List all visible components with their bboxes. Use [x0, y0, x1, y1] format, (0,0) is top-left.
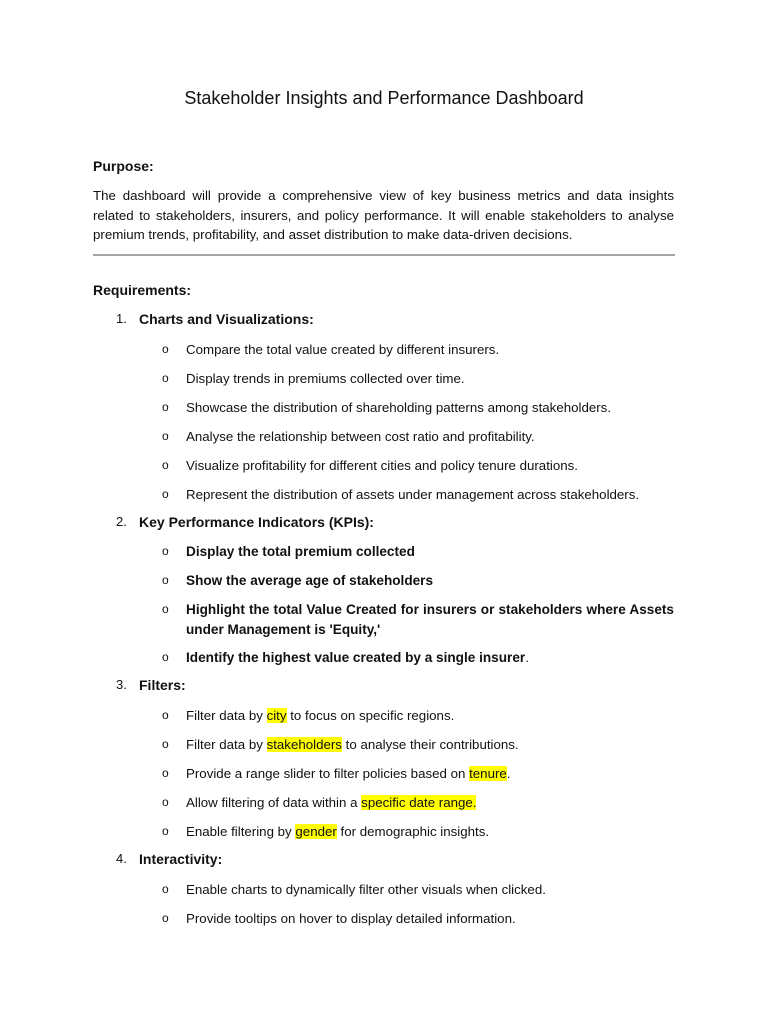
bullet-circle-icon: o: [162, 882, 169, 896]
bullet-circle-icon: o: [162, 911, 169, 925]
text-segment: Provide a range slider to filter policies based on: [186, 766, 470, 781]
text-segment: to analyse their contributions.: [341, 737, 519, 752]
list-item-text: Highlight the total Value Created for insurers or stakeholders where Assets under Management is 'Equity,': [186, 602, 674, 637]
list-item-text: Display trends in premiums collected over time.: [186, 371, 465, 386]
bullet-circle-icon: o: [162, 573, 169, 587]
bullet-circle-icon: o: [162, 795, 169, 809]
section-label: Interactivity:: [139, 851, 223, 867]
list-item-text: Compare the total value created by different insurers.: [186, 342, 500, 357]
bullet-circle-icon: o: [162, 342, 169, 356]
section-number: 1.: [116, 311, 127, 326]
bold-text: Identify the highest value created by a single insurer: [186, 650, 526, 665]
list-item-text: [186, 706, 674, 726]
text-segment: for demographic insights.: [336, 824, 490, 839]
trailing-text: .: [525, 650, 529, 665]
list-item-text: [186, 822, 674, 842]
bullet-circle-icon: o: [162, 544, 169, 558]
list-item-text: Enable charts to dynamically filter other visuals when clicked.: [186, 882, 546, 897]
highlighted-text: specific date range.: [361, 795, 477, 810]
list-item-text: [186, 735, 674, 755]
bullet-circle-icon: o: [162, 429, 169, 443]
highlighted-text: city: [266, 708, 287, 723]
bullet-circle-icon: o: [162, 487, 169, 501]
highlighted-text: stakeholders: [266, 737, 342, 752]
text-segment: Enable filtering by: [186, 824, 296, 839]
bullet-circle-icon: o: [162, 737, 169, 751]
bullet-circle-icon: o: [162, 400, 169, 414]
bullet-circle-icon: o: [162, 708, 169, 722]
horizontal-divider: [93, 254, 675, 256]
section-number: 4.: [116, 851, 127, 866]
section-label: Charts and Visualizations:: [139, 311, 314, 327]
bullet-circle-icon: o: [162, 458, 169, 472]
text-segment: Allow filtering of data within a: [186, 795, 362, 810]
list-item-text: [186, 764, 674, 784]
bullet-circle-icon: o: [162, 371, 169, 385]
highlighted-text: gender: [295, 824, 337, 839]
list-item-text: Visualize profitability for different cities and policy tenure durations.: [186, 458, 578, 473]
document-title: Stakeholder Insights and Performance Dashboard: [184, 88, 584, 108]
text-segment: to focus on specific regions.: [286, 708, 455, 723]
requirements-heading: Requirements:: [93, 282, 192, 298]
section-number: 3.: [116, 677, 127, 692]
list-item-text: Showcase the distribution of shareholding patterns among stakeholders.: [186, 400, 612, 415]
list-item-text: Show the average age of stakeholders: [186, 573, 434, 588]
list-item-text: Analyse the relationship between cost ratio and profitability.: [186, 429, 535, 444]
list-item-text: Display the total premium collected: [186, 544, 415, 559]
list-item-text: Provide tooltips on hover to display detailed information.: [186, 911, 516, 926]
text-segment: Filter data by: [186, 708, 267, 723]
list-item-text: [186, 648, 674, 668]
highlighted-text: tenure: [469, 766, 507, 781]
purpose-paragraph: The dashboard will provide a comprehensive view of key business metrics and data insights related to stakeholders, insurers, and policy performance. It will enable stakeholders to analyse premium trends, profitability, and asset distribution to make data-driven decisions.: [93, 188, 674, 242]
section-number: 2.: [116, 514, 127, 529]
bullet-circle-icon: o: [162, 766, 169, 780]
bullet-circle-icon: o: [162, 650, 169, 664]
bullet-circle-icon: o: [162, 602, 169, 616]
section-label: Key Performance Indicators (KPIs):: [139, 514, 374, 530]
list-item-text: Represent the distribution of assets under management across stakeholders.: [186, 487, 640, 502]
text-segment: .: [506, 766, 511, 781]
section-label: Filters:: [139, 677, 186, 693]
list-item-text: [186, 793, 674, 813]
bullet-circle-icon: o: [162, 824, 169, 838]
text-segment: Filter data by: [186, 737, 267, 752]
purpose-heading: Purpose:: [93, 158, 154, 174]
